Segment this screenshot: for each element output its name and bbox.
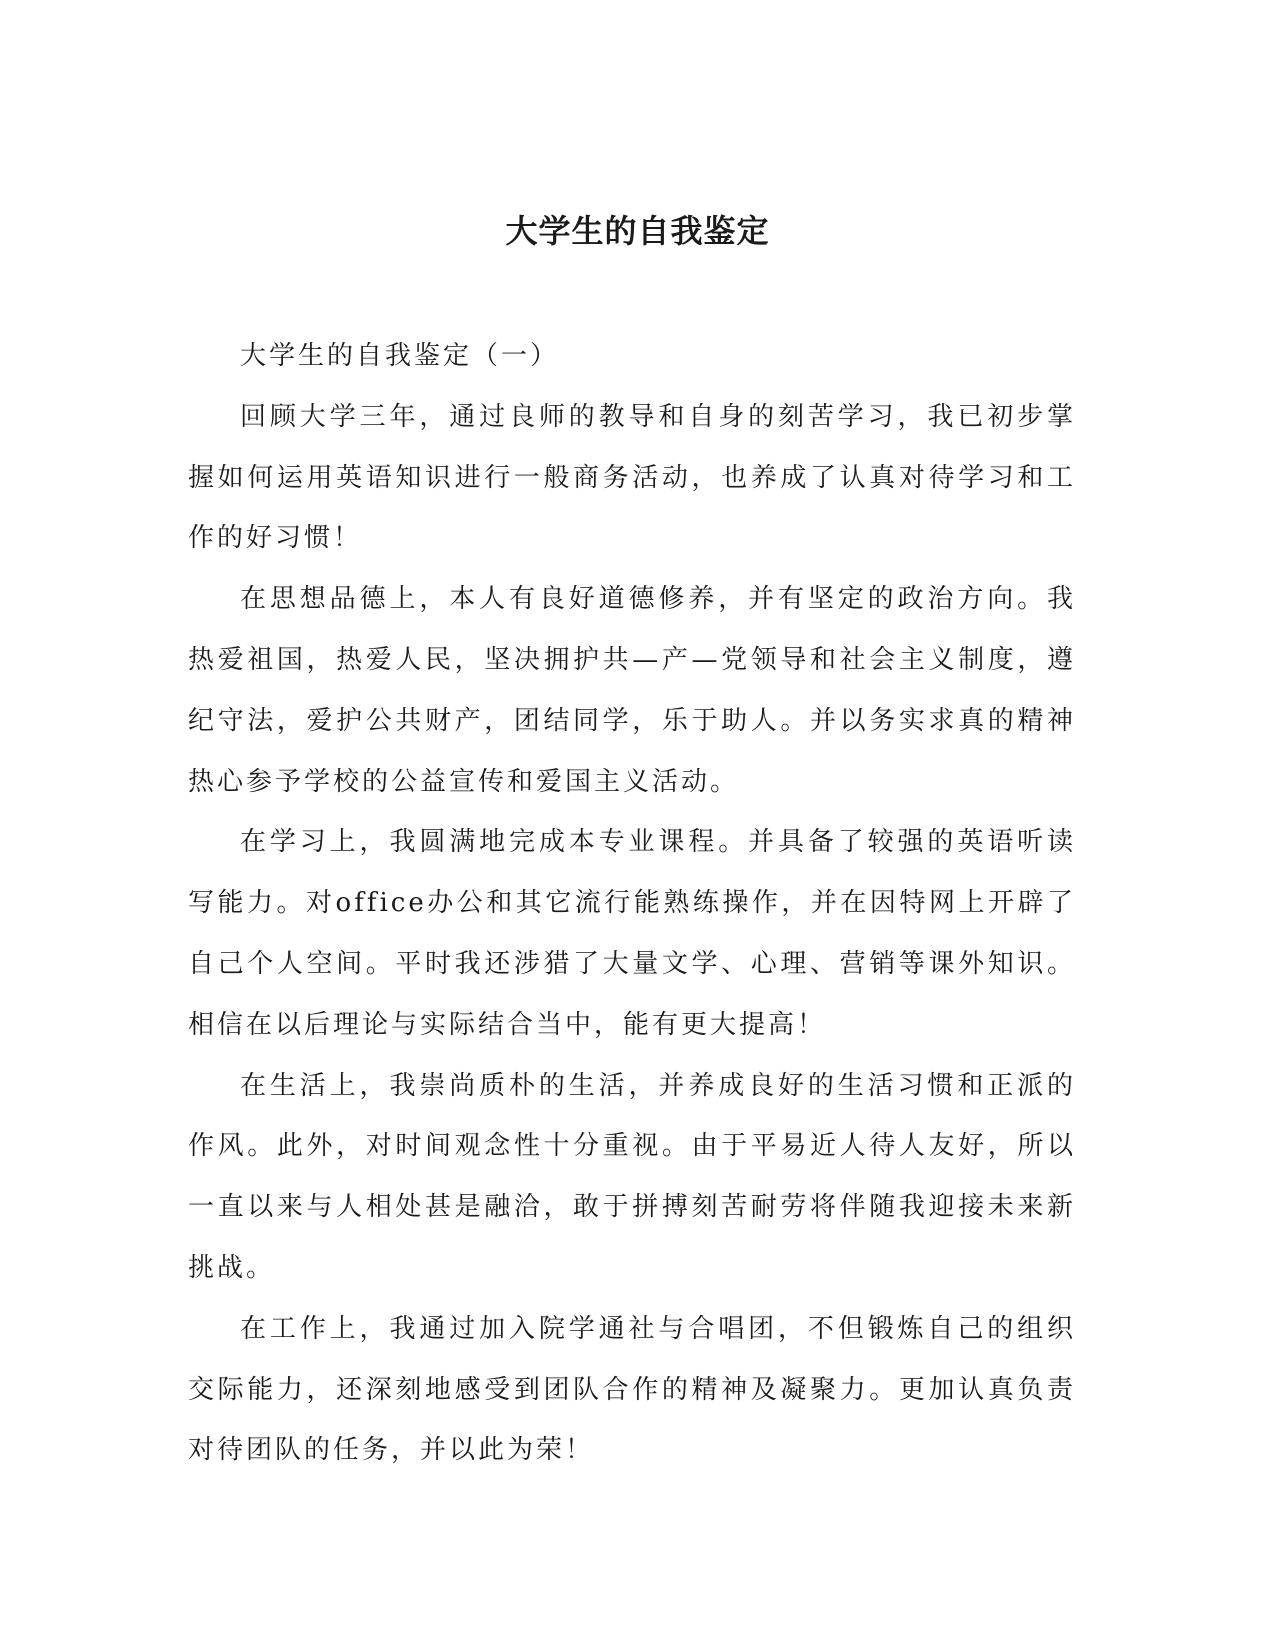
paragraph-work: 在工作上，我通过加入院学通社与合唱团，不但锻炼自己的组织交际能力，还深刻地感受到团队合作的精神及凝聚力。更加认真负责对待团队的任务，并以此为荣！: [188, 1313, 1076, 1466]
document-body: [188, 326, 1076, 1481]
paragraph-study: 在学习上，我圆满地完成本专业课程。并具备了较强的英语听读写能力。对office办公和其它流行能熟练操作，并在因特网上开辟了自己个人空间。平时我还涉猎了大量文学、心理、营销等课外知识。相信在以后理论与实际结合当中，能有更大提高！: [188, 827, 1076, 1040]
paragraph-morality: 在思想品德上，本人有良好道德修养，并有坚定的政治方向。我热爱祖国，热爱人民，坚决拥护共—产—党领导和社会主义制度，遵纪守法，爱护公共财产，团结同学，乐于助人。并以务实求真的精神热心参予学校的公益宣传和爱国主义活动。: [188, 584, 1076, 797]
paragraph-intro: 回顾大学三年，通过良师的教导和自身的刻苦学习，我已初步掌握如何运用英语知识进行一般商务活动，也养成了认真对待学习和工作的好习惯！: [188, 401, 1076, 554]
section-heading: 大学生的自我鉴定（一）: [240, 341, 560, 371]
document-title: 大学生的自我鉴定: [505, 212, 770, 250]
paragraph-life: 在生活上，我崇尚质朴的生活，并养成良好的生活习惯和正派的作风。此外，对时间观念性十分重视。由于平易近人待人友好，所以一直以来与人相处甚是融洽，敢于拼搏刻苦耐劳将伴随我迎接未来新挑战。: [188, 1070, 1076, 1283]
